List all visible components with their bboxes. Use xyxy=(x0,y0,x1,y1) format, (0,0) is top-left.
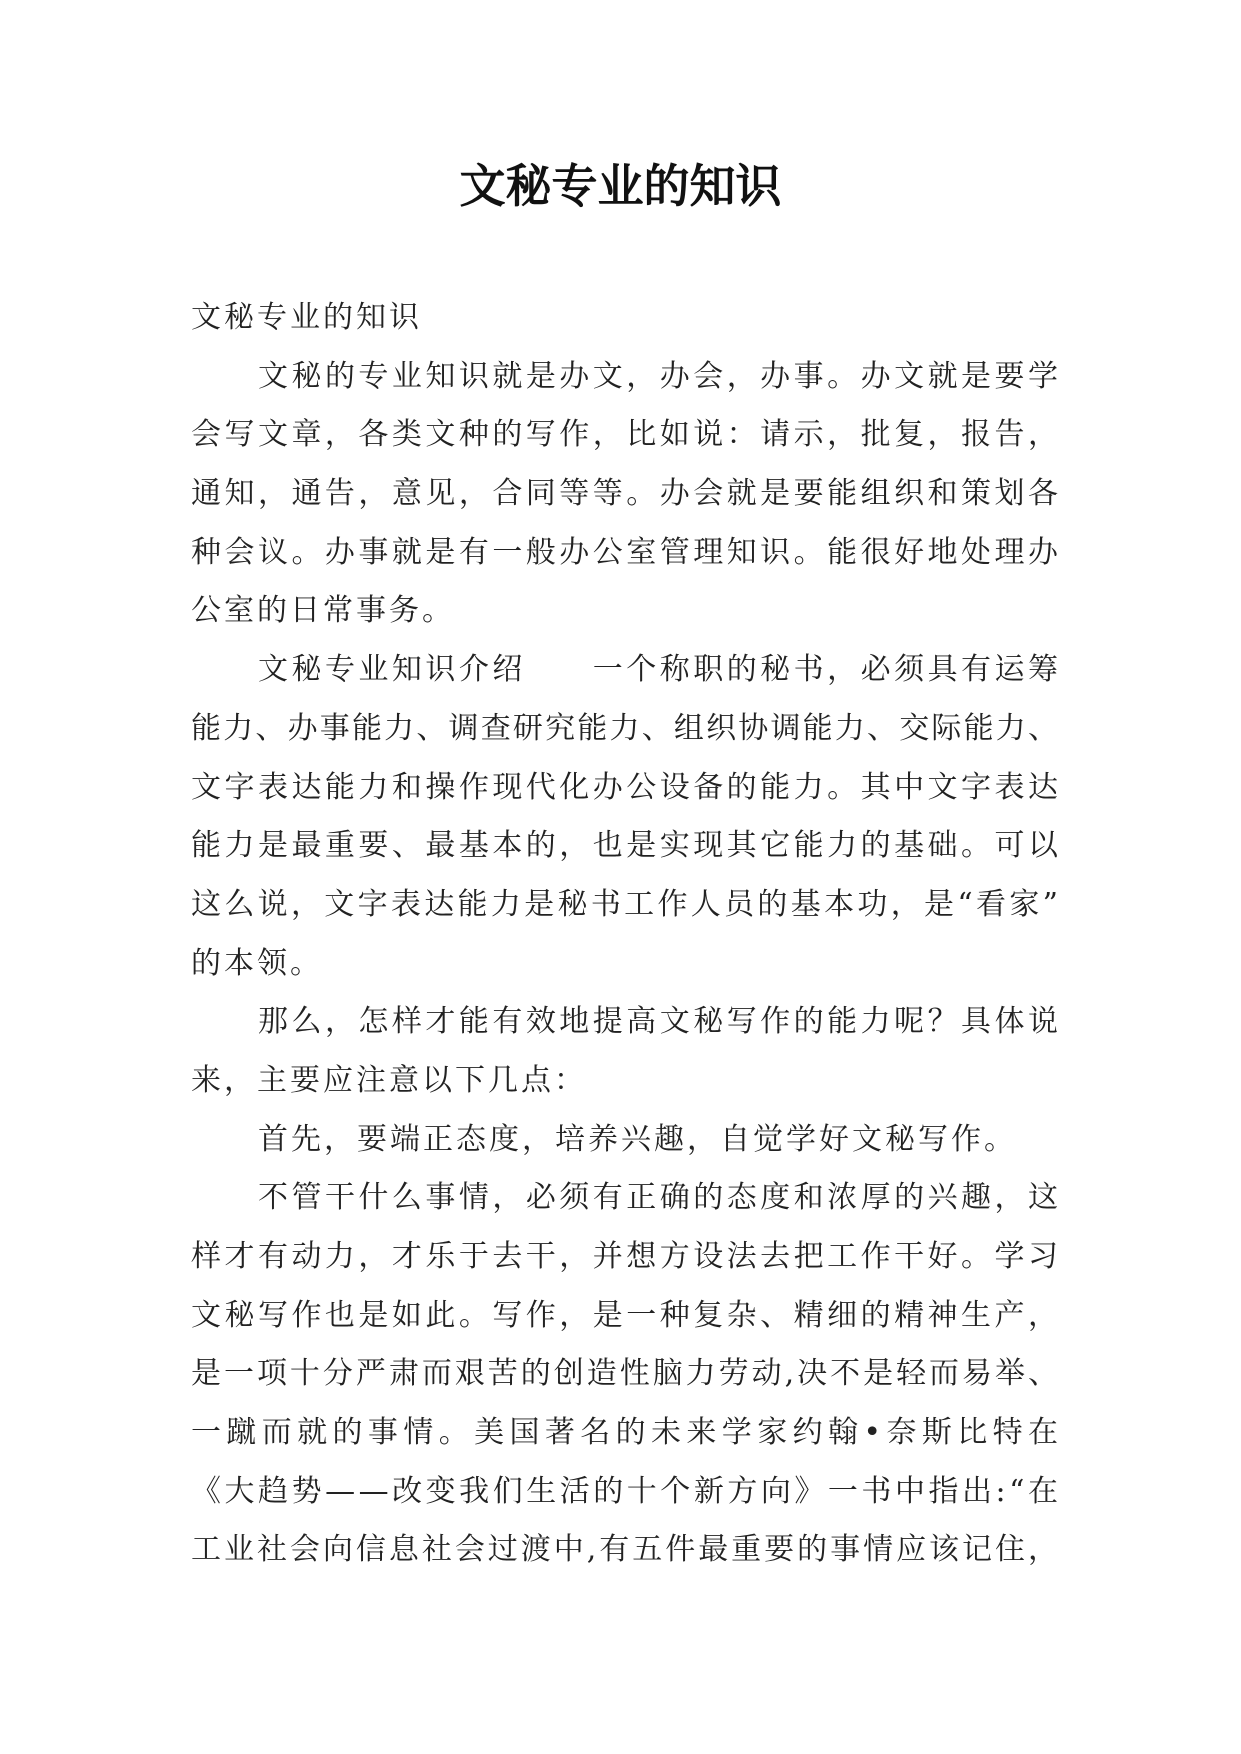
text-line: 文秘写作也是如此。写作，是一种复杂、精细的精神生产， xyxy=(191,1297,1062,1333)
text-line: 通知，通告，意见，合同等等。办会就是要能组织和策划各 xyxy=(191,476,1062,512)
text-line: 那么，怎样才能有效地提高文秘写作的能力呢？具体说 xyxy=(258,1004,1062,1040)
paragraph-4 xyxy=(191,1111,1058,1170)
paragraph-5 xyxy=(191,1169,1064,1580)
document-title: 文秘专业的知识 xyxy=(459,159,782,213)
text-line: 能力、办事能力、调查研究能力、组织协调能力、交际能力、 xyxy=(191,710,1061,746)
document-body xyxy=(191,289,1064,1580)
paragraph-1 xyxy=(191,348,1062,641)
text-line: 样才有动力，才乐于去干，并想方设法去把工作干好。学习 xyxy=(191,1239,1062,1274)
text-line: 文秘的专业知识就是办文，办会，办事。办文就是要学 xyxy=(258,358,1062,394)
text-line: 这么说，文字表达能力是秘书工作人员的基本功，是“看家” xyxy=(191,886,1062,922)
paragraph-3 xyxy=(191,993,1062,1110)
paragraph-2 xyxy=(191,641,1062,993)
text-line: 的本领。 xyxy=(191,945,323,981)
text-line: 会写文章，各类文种的写作，比如说：请示，批复，报告， xyxy=(191,417,1062,453)
text-line: 文字表达能力和操作现代化办公设备的能力。其中文字表达 xyxy=(191,769,1062,805)
text-line: 不管干什么事情，必须有正确的态度和浓厚的兴趣，这 xyxy=(258,1180,1062,1216)
text-line: 文秘专业知识介绍 一个称职的秘书，必须具有运筹 xyxy=(258,652,1062,688)
text-line: 《大趋势——改变我们生活的十个新方向》一书中指出:“在 xyxy=(191,1473,1062,1509)
text-line: 公室的日常事务。 xyxy=(191,593,455,629)
text-line: 一蹴而就的事情。美国著名的未来学家约翰•奈斯比特在 xyxy=(191,1415,1064,1451)
text-line: 种会议。办事就是有一般办公室管理知识。能很好地处理办 xyxy=(191,534,1062,570)
text-line: 首先，要端正态度，培养兴趣，自觉学好文秘写作。 xyxy=(258,1121,1017,1157)
document-heading: 文秘专业的知识 xyxy=(191,300,422,335)
text-line: 工业社会向信息社会过渡中,有五件最重要的事情应该记住， xyxy=(191,1532,1061,1568)
text-line: 能力是最重要、最基本的，也是实现其它能力的基础。可以 xyxy=(191,828,1062,864)
text-line: 来，主要应注意以下几点： xyxy=(191,1062,587,1098)
text-line: 是一项十分严肃而艰苦的创造性脑力劳动,决不是轻而易举、 xyxy=(191,1356,1061,1392)
